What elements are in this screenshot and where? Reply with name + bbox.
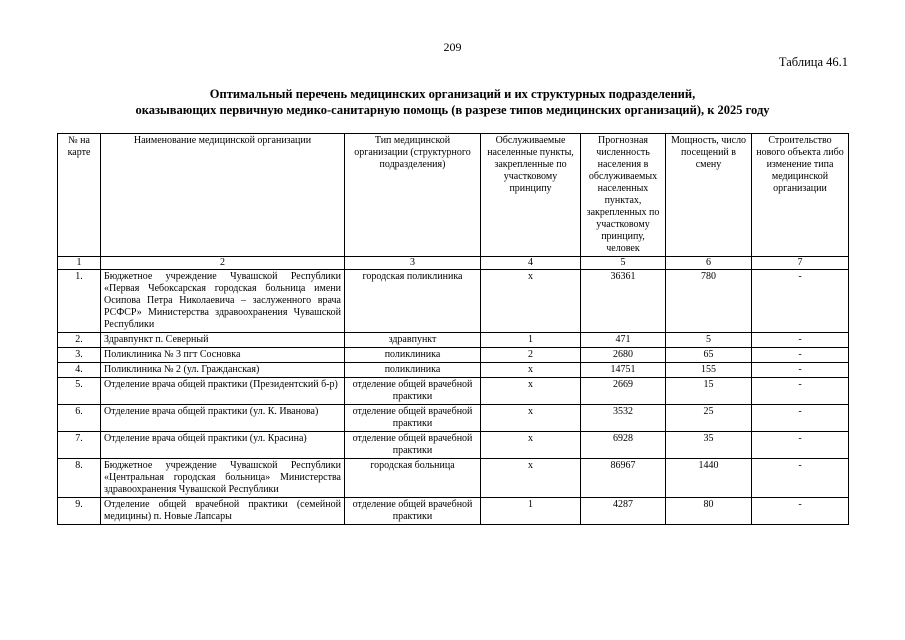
organization-type: здравпункт xyxy=(345,333,481,348)
population: 6928 xyxy=(581,432,666,459)
organization-type: отделение общей врачебной практики xyxy=(345,405,481,432)
organization-name: Поликлиника № 2 (ул. Гражданская) xyxy=(101,363,345,378)
column-number: 4 xyxy=(481,257,581,270)
served-points: х xyxy=(481,378,581,405)
served-points: 1 xyxy=(481,498,581,525)
organization-type: отделение общей врачебной практики xyxy=(345,432,481,459)
row-number: 7. xyxy=(58,432,101,459)
header-row xyxy=(58,134,849,257)
table-body xyxy=(58,257,849,525)
row-number: 1. xyxy=(58,270,101,333)
header-capacity: Мощность, число посещений в смену xyxy=(666,134,752,257)
table-row xyxy=(58,348,849,363)
table-row xyxy=(58,405,849,432)
capacity: 5 xyxy=(666,333,752,348)
column-numbers-row xyxy=(58,257,849,270)
organization-type: поликлиника xyxy=(345,363,481,378)
construction: - xyxy=(752,498,849,525)
column-number: 6 xyxy=(666,257,752,270)
header-name: Наименование медицинской организации xyxy=(101,134,345,257)
organization-type: городская поликлиника xyxy=(345,270,481,333)
capacity: 25 xyxy=(666,405,752,432)
population: 86967 xyxy=(581,459,666,498)
construction: - xyxy=(752,459,849,498)
row-number: 9. xyxy=(58,498,101,525)
construction: - xyxy=(752,405,849,432)
organization-name: Здравпункт п. Северный xyxy=(101,333,345,348)
table-label: Таблица 46.1 xyxy=(778,55,848,69)
served-points: х xyxy=(481,363,581,378)
header-served-points: Обслуживаемые населенные пункты, закрепленные по участковому принципу xyxy=(481,134,581,257)
capacity: 35 xyxy=(666,432,752,459)
document-title xyxy=(0,86,905,118)
organization-name: Отделение общей врачебной практики (семейной медицины) п. Новые Лапсары xyxy=(101,498,345,525)
population: 36361 xyxy=(581,270,666,333)
capacity: 65 xyxy=(666,348,752,363)
organization-type: отделение общей врачебной практики xyxy=(345,498,481,525)
capacity: 780 xyxy=(666,270,752,333)
row-number: 4. xyxy=(58,363,101,378)
capacity: 155 xyxy=(666,363,752,378)
organization-name: Поликлиника № 3 пгт Сосновка xyxy=(101,348,345,363)
capacity: 1440 xyxy=(666,459,752,498)
row-number: 3. xyxy=(58,348,101,363)
served-points: х xyxy=(481,270,581,333)
construction: - xyxy=(752,333,849,348)
construction: - xyxy=(752,363,849,378)
capacity: 80 xyxy=(666,498,752,525)
population: 2669 xyxy=(581,378,666,405)
row-number: 2. xyxy=(58,333,101,348)
column-number: 1 xyxy=(58,257,101,270)
table-row xyxy=(58,363,849,378)
capacity: 15 xyxy=(666,378,752,405)
column-number: 3 xyxy=(345,257,481,270)
column-number: 5 xyxy=(581,257,666,270)
table-row xyxy=(58,432,849,459)
table-row xyxy=(58,270,849,333)
population: 471 xyxy=(581,333,666,348)
served-points: 2 xyxy=(481,348,581,363)
table-row xyxy=(58,333,849,348)
served-points: х xyxy=(481,432,581,459)
column-number: 7 xyxy=(752,257,849,270)
title-line-1: Оптимальный перечень медицинских организаций и их структурных подразделений, xyxy=(209,87,696,101)
row-number: 5. xyxy=(58,378,101,405)
population: 4287 xyxy=(581,498,666,525)
construction: - xyxy=(752,270,849,333)
construction: - xyxy=(752,348,849,363)
organization-name: Бюджетное учреждение Чувашской Республики «Центральная городская больница» Министерства здравоохранения Чувашской Республики xyxy=(101,459,345,498)
title-line-2: оказывающих первичную медико-санитарную помощь (в разрезе типов медицинских организаций), к 2025 году xyxy=(135,103,770,117)
served-points: х xyxy=(481,405,581,432)
construction: - xyxy=(752,432,849,459)
population: 14751 xyxy=(581,363,666,378)
organization-name: Бюджетное учреждение Чувашской Республики «Первая Чебоксарская городская больница имени Осипова Петра Николаевича – заслуженного врача РСФСР» Министерства здравоохранения Чувашской Республики xyxy=(101,270,345,333)
header-construction: Строительство нового объекта либо изменение типа медицинской организации xyxy=(752,134,849,257)
header-type: Тип медицинской организации (структурного подразделения) xyxy=(345,134,481,257)
page-number: 209 xyxy=(443,40,462,54)
population: 3532 xyxy=(581,405,666,432)
row-number: 6. xyxy=(58,405,101,432)
organization-name: Отделение врача общей практики (Президентский б-р) xyxy=(101,378,345,405)
row-number: 8. xyxy=(58,459,101,498)
table-row xyxy=(58,498,849,525)
organization-type: городская больница xyxy=(345,459,481,498)
organization-name: Отделение врача общей практики (ул. К. Иванова) xyxy=(101,405,345,432)
served-points: х xyxy=(481,459,581,498)
organization-name: Отделение врача общей практики (ул. Красина) xyxy=(101,432,345,459)
table-row xyxy=(58,459,849,498)
construction: - xyxy=(752,378,849,405)
organization-type: отделение общей врачебной практики xyxy=(345,378,481,405)
header-population: Прогнозная численность населения в обслуживаемых населенных пунктах, закрепленных по участковому принципу, человек xyxy=(581,134,666,257)
organization-type: поликлиника xyxy=(345,348,481,363)
header-number: № на карте xyxy=(58,134,101,257)
served-points: 1 xyxy=(481,333,581,348)
table-row xyxy=(58,378,849,405)
medical-organizations-table xyxy=(57,133,849,525)
population: 2680 xyxy=(581,348,666,363)
column-number: 2 xyxy=(101,257,345,270)
